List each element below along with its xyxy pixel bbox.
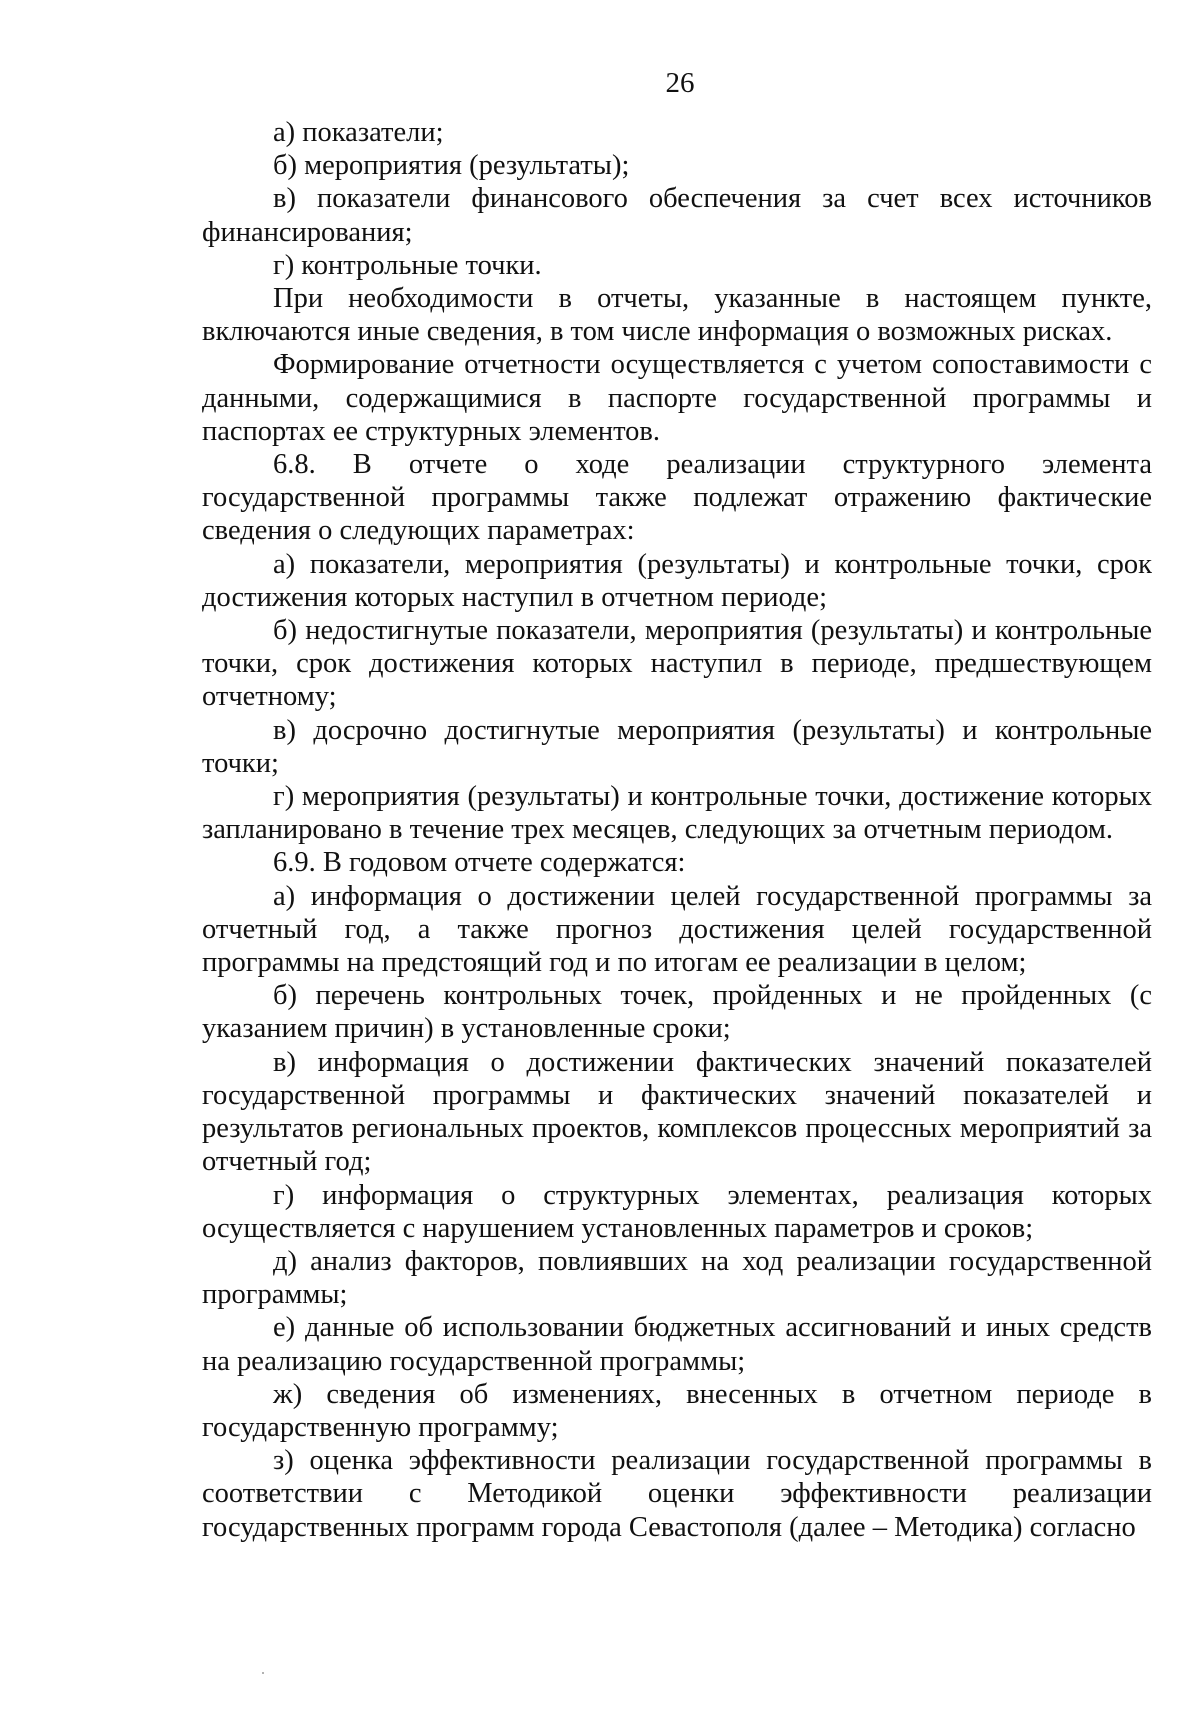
paragraph-6-9-item-g: г) информация о структурных элементах, реализация которых осуществляется с нарушением установленных параметров и сроков; — [202, 1179, 1152, 1244]
document-body — [202, 116, 1152, 1544]
paragraph-additional-info: При необходимости в отчеты, указанные в настоящем пункте, включаются иные сведения, в том числе информация о возможных рисках. — [202, 283, 1152, 348]
paragraph-item-b-activities: б) мероприятия (результаты); — [273, 150, 630, 182]
paragraph-reporting-comparability: Формирование отчетности осуществляется с учетом сопоставимости с данными, содержащимися в паспорте государственной программы и паспортах ее структурных элементов. — [202, 349, 1152, 447]
paragraph-6-9-item-d: д) анализ факторов, повлиявших на ход реализации государственной программы; — [202, 1245, 1152, 1311]
page-number: 26 — [665, 67, 695, 99]
paragraph-item-a-indicators: а) показатели; — [273, 117, 444, 148]
paragraph-item-g-checkpoints: г) контрольные точки. — [273, 249, 542, 281]
paragraph-6-8-item-v: в) досрочно достигнутые мероприятия (результаты) и контрольные точки; — [202, 714, 1152, 779]
paragraph-6-8-item-b: б) недостигнутые показатели, мероприятия (результаты) и контрольные точки, срок достижения которых наступил в периоде, предшествующем отчетному; — [202, 615, 1152, 713]
paragraph-6-9-item-z: з) оценка эффективности реализации государственной программы в соответствии с Методикой оценки эффективности реализации государственных программ города Севастополя (далее – Методика) согласно — [202, 1445, 1152, 1543]
paragraph-6-9-item-a: а) информация о достижении целей государственной программы за отчетный год, а также прогноз достижения целей государственной программы на предстоящий год и по итогам ее реализации в целом; — [202, 880, 1152, 979]
paragraph-6-8-item-a: а) показатели, мероприятия (результаты) и контрольные точки, срок достижения которых наступил в отчетном периоде; — [202, 548, 1152, 613]
paragraph-6-8-item-g: г) мероприятия (результаты) и контрольные точки, достижение которых запланировано в течение трех месяцев, следующих за отчетным периодом. — [202, 781, 1152, 846]
paragraph-6-9-item-v: в) информация о достижении фактических значений показателей государственной программы и фактических значений показателей и результатов региональных проектов, комплексов процессных мероприятий за отчетный год; — [202, 1046, 1152, 1178]
paragraph-6-9-item-e: е) данные об использовании бюджетных ассигнований и иных средств на реализацию государственной программы; — [202, 1312, 1152, 1377]
paragraph-6-9-item-b: б) перечень контрольных точек, пройденных и не пройденных (с указанием причин) в установленные сроки; — [202, 980, 1152, 1045]
paragraph-section-6-9: 6.9. В годовом отчете содержатся: — [273, 847, 686, 879]
paragraph-section-6-8: 6.8. В отчете о ходе реализации структурного элемента государственной программы также подлежат отражению фактические сведения о следующих параметрах: — [202, 449, 1152, 547]
scan-speck — [262, 1672, 264, 1674]
paragraph-6-9-item-zh: ж) сведения об изменениях, внесенных в отчетном периоде в государственную программу; — [202, 1378, 1152, 1443]
paragraph-item-v-financing: в) показатели финансового обеспечения за счет всех источников финансирования; — [202, 183, 1152, 248]
